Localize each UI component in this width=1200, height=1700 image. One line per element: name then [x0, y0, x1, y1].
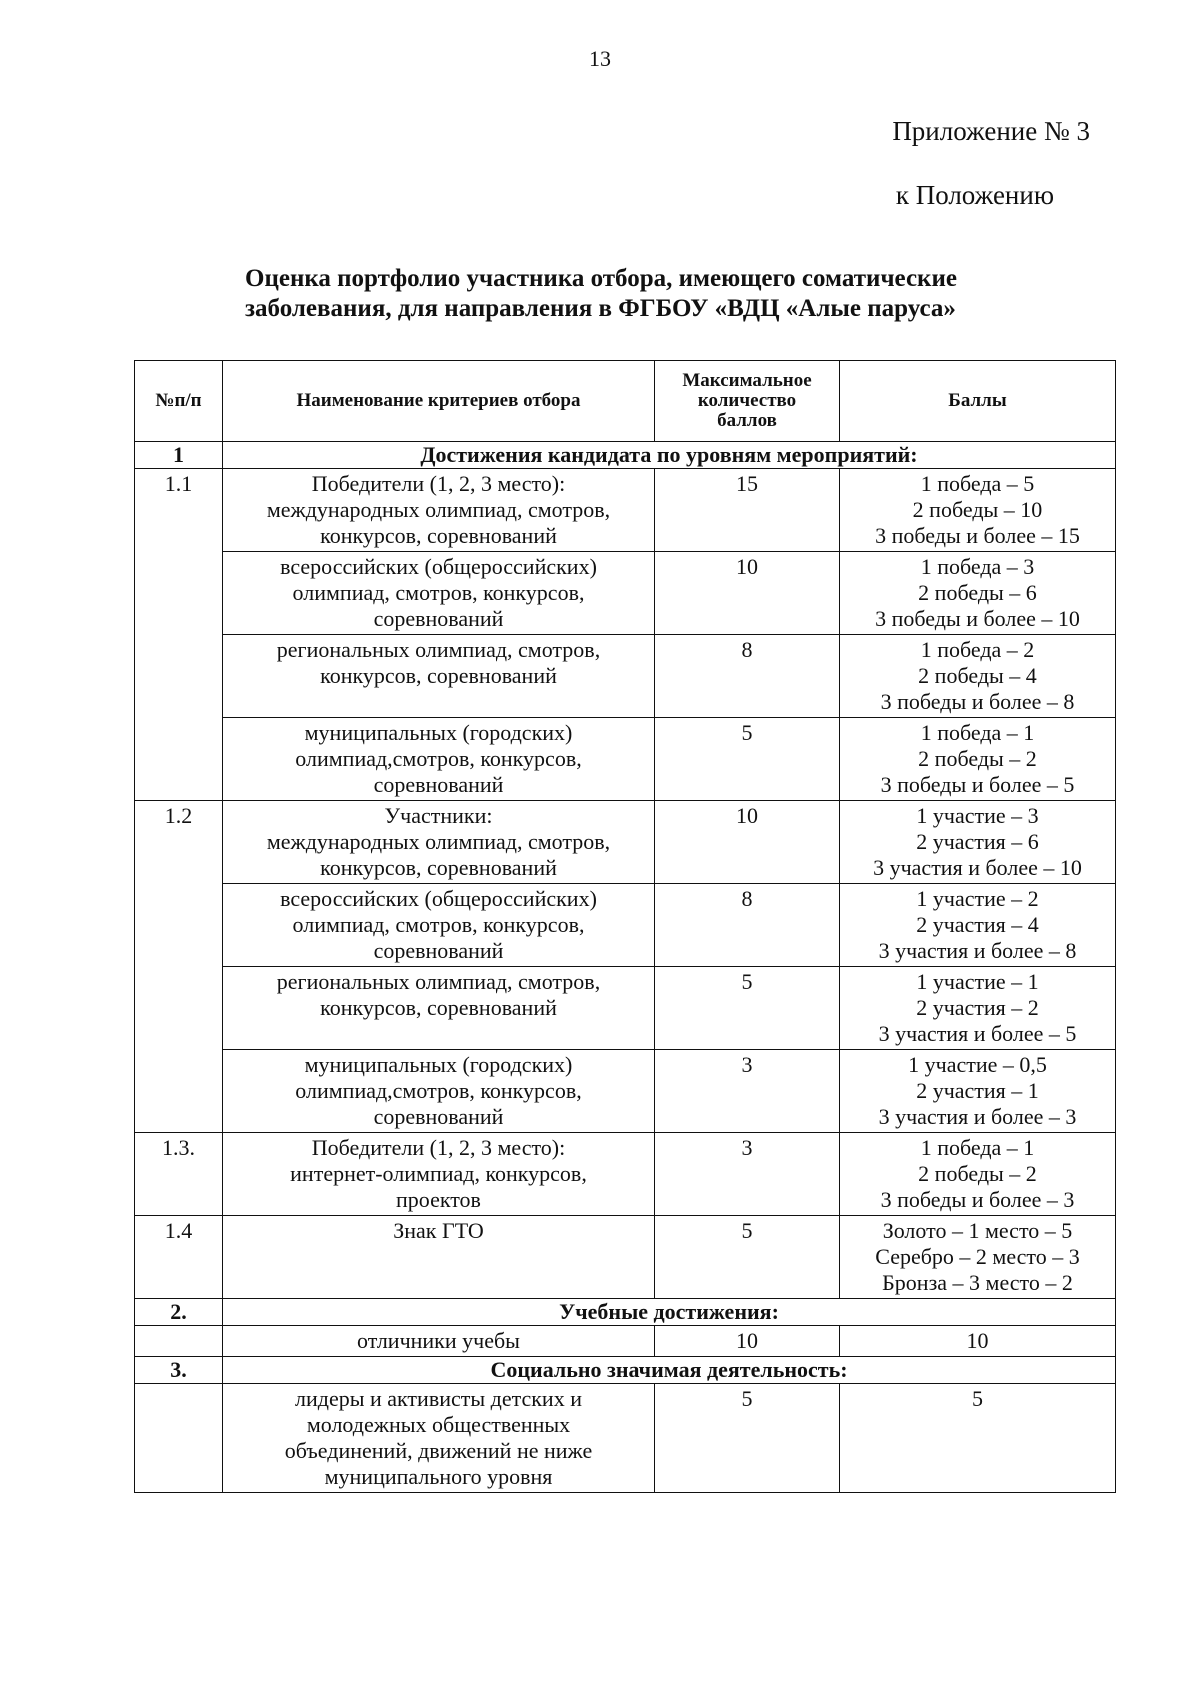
criterion-line: конкурсов, соревнований [320, 663, 557, 688]
row-max: 5 [655, 1384, 840, 1493]
row-points: 5 [840, 1384, 1116, 1493]
criterion-line: муниципальных (городских) [304, 720, 573, 745]
row-num [135, 1384, 223, 1493]
header-max-line: количество [697, 390, 797, 411]
criterion-line: международных олимпиад, смотров, [266, 829, 611, 854]
title-line-2: заболевания, для направления в ФГБОУ «ВДЦ «Алые паруса» [245, 295, 956, 322]
criterion-line: всероссийских (общероссийских) [280, 886, 597, 911]
criterion-line: всероссийских (общероссийских) [280, 554, 597, 579]
points-line: 1 участие – 0,5 [908, 1052, 1047, 1077]
points-line: 3 участия и более – 3 [878, 1104, 1077, 1129]
criterion-line: соревнований [373, 772, 504, 797]
row-points [840, 967, 1116, 1050]
points-line: Серебро – 2 место – 3 [875, 1244, 1080, 1269]
criterion-line: Победители (1, 2, 3 место): [311, 1135, 566, 1160]
section-title: Достижения кандидата по уровням мероприятий: [223, 442, 1116, 469]
criterion-line: муниципального уровня [324, 1464, 553, 1489]
points-line: 3 победы и более – 8 [880, 689, 1075, 714]
criterion-line: олимпиад, смотров, конкурсов, [292, 580, 585, 605]
criterion-line: Участники: [384, 803, 493, 828]
table-row [135, 552, 1116, 635]
points-line: Бронза – 3 место – 2 [882, 1270, 1073, 1295]
row-max: 8 [655, 884, 840, 967]
row-num: 1.2 [135, 801, 223, 884]
row-points [840, 884, 1116, 967]
header-max-line: баллов [717, 410, 777, 431]
row-max: 15 [655, 469, 840, 552]
points-line: 3 победы и более – 10 [875, 606, 1080, 631]
table-header-row [135, 361, 1116, 442]
criterion-line [227, 689, 650, 715]
criterion-line [227, 1244, 650, 1270]
section-num: 2. [135, 1299, 223, 1326]
row-criterion [223, 1050, 655, 1133]
row-max: 10 [655, 552, 840, 635]
points-line: 2 победы – 10 [912, 497, 1043, 522]
criterion-line: олимпиад, смотров, конкурсов, [292, 912, 585, 937]
points-line: 2 участия – 4 [916, 912, 1039, 937]
row-num [135, 884, 223, 967]
table-row [135, 967, 1116, 1050]
points-line: 1 участие – 3 [916, 803, 1039, 828]
criterion-line: региональных олимпиад, смотров, [276, 637, 601, 662]
section-num: 3. [135, 1357, 223, 1384]
criterion-line: объединений, движений не ниже [284, 1438, 593, 1463]
header-max-line: Максимальное [682, 370, 812, 391]
row-num: 1.3. [135, 1133, 223, 1216]
points-line: 1 участие – 1 [916, 969, 1039, 994]
row-num: 1.4 [135, 1216, 223, 1299]
row-criterion [223, 1133, 655, 1216]
criterion-line: Победители (1, 2, 3 место): [311, 471, 566, 496]
row-criterion [223, 967, 655, 1050]
section-title: Учебные достижения: [223, 1299, 1116, 1326]
points-line: 3 победы и более – 3 [880, 1187, 1075, 1212]
row-max: 8 [655, 635, 840, 718]
row-max: 10 [655, 1326, 840, 1357]
row-criterion [223, 1384, 655, 1493]
row-max: 5 [655, 1216, 840, 1299]
row-num [135, 718, 223, 801]
criterion-line [227, 1270, 650, 1296]
points-line: 1 участие – 2 [916, 886, 1039, 911]
points-line: 1 победа – 1 [920, 720, 1035, 745]
table-row [135, 884, 1116, 967]
criterion-line: лидеры и активисты детских и [295, 1386, 582, 1411]
title-line-1: Оценка портфолио участника отбора, имеющего соматические [245, 265, 957, 292]
points-line: Золото – 1 место – 5 [882, 1218, 1073, 1243]
points-line: 3 участия и более – 8 [878, 938, 1077, 963]
points-line: 3 победы и более – 5 [880, 772, 1075, 797]
header-name: Наименование критериев отбора [223, 361, 655, 442]
row-max: 3 [655, 1133, 840, 1216]
section-row [135, 1299, 1116, 1326]
row-points [840, 635, 1116, 718]
points-line: 1 победа – 1 [920, 1135, 1035, 1160]
criterion-line: олимпиад,смотров, конкурсов, [295, 1078, 582, 1103]
criterion-line [227, 1021, 650, 1047]
points-line: 1 победа – 5 [920, 471, 1035, 496]
section-row [135, 1357, 1116, 1384]
row-criterion [223, 552, 655, 635]
points-line: 2 участия – 1 [916, 1078, 1039, 1103]
row-criterion [223, 884, 655, 967]
section-num: 1 [135, 442, 223, 469]
criterion-line: молодежных общественных [306, 1412, 571, 1437]
header-max [655, 361, 840, 442]
table-row [135, 635, 1116, 718]
points-line: 2 победы – 4 [918, 663, 1037, 688]
points-line: 1 победа – 3 [920, 554, 1035, 579]
criteria-table [134, 360, 1116, 1493]
criterion-line: муниципальных (городских) [304, 1052, 573, 1077]
points-line: 3 победы и более – 15 [875, 523, 1080, 548]
table-body-2 [135, 1299, 1116, 1493]
row-max: 3 [655, 1050, 840, 1133]
criterion-line: региональных олимпиад, смотров, [276, 969, 601, 994]
points-line: 2 победы – 6 [918, 580, 1037, 605]
points-line: 2 победы – 2 [918, 746, 1037, 771]
criterion-line: проектов [396, 1187, 481, 1212]
row-points [840, 1050, 1116, 1133]
criterion-line: олимпиад,смотров, конкурсов, [295, 746, 582, 771]
section-row [135, 442, 1116, 469]
criterion-line: международных олимпиад, смотров, [266, 497, 611, 522]
criterion-line: конкурсов, соревнований [320, 855, 557, 880]
table-row [135, 1216, 1116, 1299]
criterion-line: конкурсов, соревнований [320, 995, 557, 1020]
row-max: 5 [655, 718, 840, 801]
row-criterion [223, 635, 655, 718]
points-line: 3 участия и более – 5 [878, 1021, 1077, 1046]
table-row [135, 469, 1116, 552]
row-points [840, 469, 1116, 552]
row-points [840, 1216, 1116, 1299]
points-line: 2 победы – 2 [918, 1161, 1037, 1186]
row-criterion [223, 801, 655, 884]
row-num [135, 552, 223, 635]
points-line: 2 участия – 2 [916, 995, 1039, 1020]
appendix-number: Приложение № 3 [892, 116, 1090, 146]
row-num [135, 967, 223, 1050]
criterion-line: Знак ГТО [393, 1218, 484, 1243]
table-row [135, 718, 1116, 801]
row-num [135, 635, 223, 718]
criterion-line: соревнований [373, 606, 504, 631]
table-row [135, 801, 1116, 884]
row-num: 1.1 [135, 469, 223, 552]
row-points [840, 718, 1116, 801]
header-points: Баллы [840, 361, 1116, 442]
row-criterion: отличники учебы [223, 1326, 655, 1357]
criterion-line: конкурсов, соревнований [320, 523, 557, 548]
row-points [840, 801, 1116, 884]
page-number: 13 [589, 46, 611, 71]
row-points: 10 [840, 1326, 1116, 1357]
row-criterion [223, 1216, 655, 1299]
header-num: №п/п [135, 361, 223, 442]
row-max: 10 [655, 801, 840, 884]
table-row [135, 1326, 1116, 1357]
criterion-line: соревнований [373, 938, 504, 963]
row-num [135, 1050, 223, 1133]
points-line: 3 участия и более – 10 [873, 855, 1082, 880]
criterion-line: интернет-олимпиад, конкурсов, [290, 1161, 587, 1186]
row-max: 5 [655, 967, 840, 1050]
row-points [840, 1133, 1116, 1216]
criterion-line: соревнований [373, 1104, 504, 1129]
row-criterion [223, 469, 655, 552]
row-points [840, 552, 1116, 635]
appendix-reference: к Положению [895, 180, 1054, 210]
points-line: 2 участия – 6 [916, 829, 1039, 854]
section-title: Социально значимая деятельность: [223, 1357, 1116, 1384]
table-body [135, 442, 1116, 1299]
table-row [135, 1384, 1116, 1493]
table-row [135, 1133, 1116, 1216]
points-line: 1 победа – 2 [920, 637, 1035, 662]
row-num [135, 1326, 223, 1357]
document-title [245, 264, 1085, 324]
row-criterion [223, 718, 655, 801]
table-row [135, 1050, 1116, 1133]
